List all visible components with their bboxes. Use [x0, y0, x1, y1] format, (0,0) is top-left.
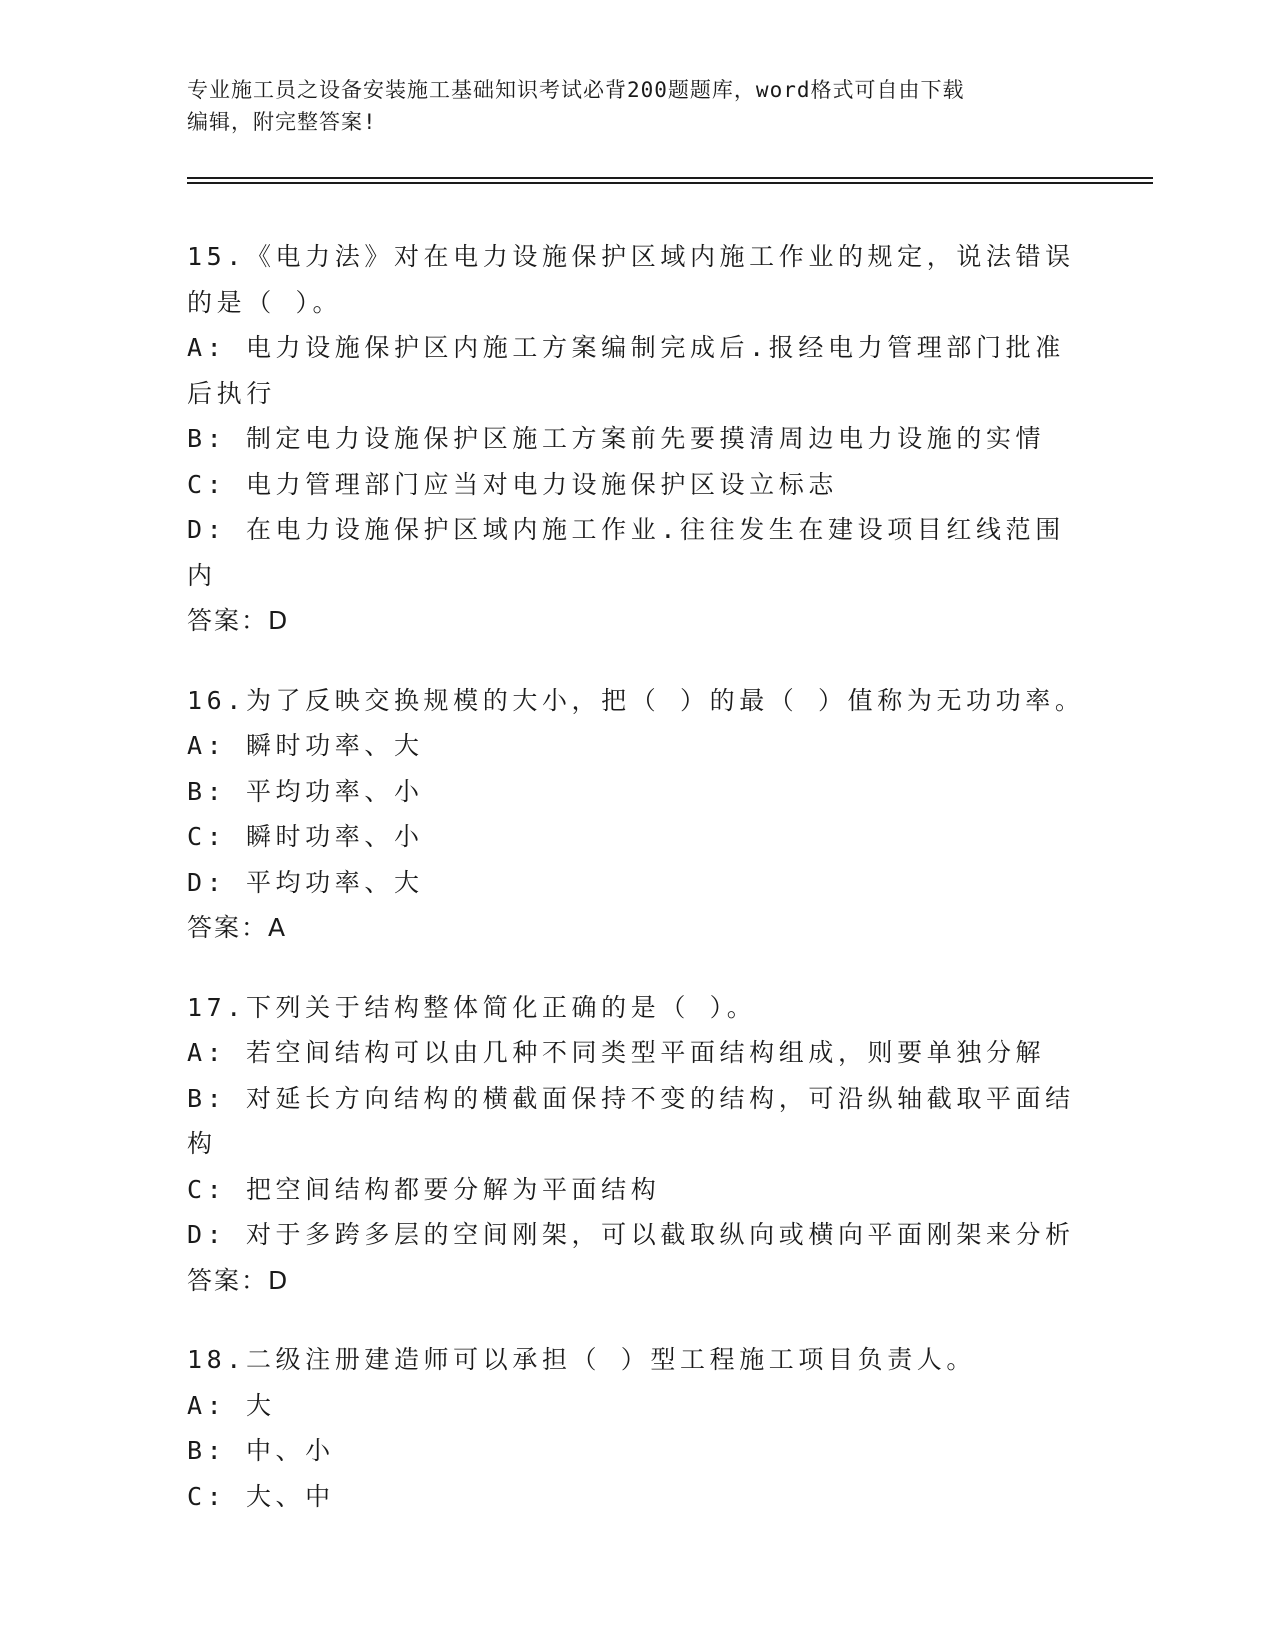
option-c: C: 电力管理部门应当对电力设施保护区设立标志 [187, 469, 838, 499]
question-16 [187, 678, 1087, 951]
option-a: A: 大 [187, 1390, 276, 1420]
document-header [187, 74, 1067, 138]
option-a: A: 若空间结构可以由几种不同类型平面结构组成，则要单独分解 [187, 1038, 1046, 1067]
header-divider-bottom [187, 182, 1153, 184]
question-list [187, 234, 1087, 1553]
question-stem: 18.二级注册建造师可以承担（ ）型工程施工项目负责人。 [187, 1345, 977, 1374]
option-a: A: 电力设施保护区内施工方案编制完成后.报经电力管理部门批准后执行 [187, 333, 1065, 408]
option-d: D: 在电力设施保护区域内施工作业.往往发生在建设项目红线范围内 [187, 515, 1065, 590]
option-b: B: 平均功率、小 [187, 776, 424, 806]
answer-label: 答案：A [187, 913, 288, 942]
option-b: B: 对延长方向结构的横截面保持不变的结构，可沿纵轴截取平面结构 [187, 1083, 1075, 1158]
header-divider-top [187, 177, 1153, 179]
answer-label: 答案：D [187, 1265, 290, 1295]
question-stem: 17.下列关于结构整体简化正确的是（ ）。 [187, 992, 757, 1022]
option-a: A: 瞬时功率、大 [187, 731, 424, 760]
option-b: B: 制定电力设施保护区施工方案前先要摸清周边电力设施的实情 [187, 424, 1046, 453]
question-18 [187, 1337, 1087, 1519]
option-d: D: 平均功率、大 [187, 867, 424, 897]
header-line-2: 编辑，附完整答案! [187, 110, 377, 134]
option-c: C: 把空间结构都要分解为平面结构 [187, 1174, 661, 1204]
question-17 [187, 985, 1087, 1304]
question-stem: 16.为了反映交换规模的大小，把（ ）的最（ ）值称为无功功率。 [187, 685, 1085, 715]
question-15 [187, 234, 1087, 644]
option-d: D: 对于多跨多层的空间刚架，可以截取纵向或横向平面刚架来分析 [187, 1220, 1075, 1249]
question-stem: 15.《电力法》对在电力设施保护区域内施工作业的规定，说法错误的是（ ）。 [187, 242, 1075, 317]
option-c: C: 大、中 [187, 1481, 335, 1511]
header-line-1: 专业施工员之设备安装施工基础知识考试必背200题题库，word格式可自由下载 [187, 78, 965, 102]
option-b: B: 中、小 [187, 1436, 335, 1465]
answer-label: 答案：D [187, 606, 290, 635]
option-c: C: 瞬时功率、小 [187, 822, 424, 851]
